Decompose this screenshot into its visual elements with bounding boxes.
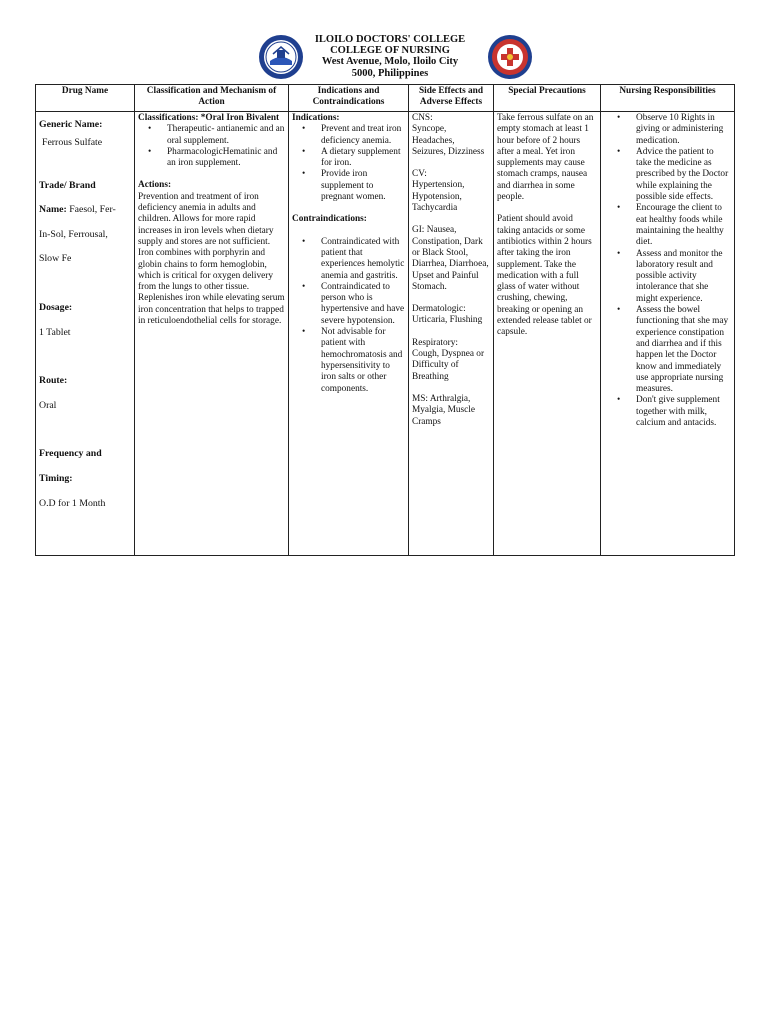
- drug-study-table: [35, 84, 735, 556]
- header-text: [300, 34, 480, 79]
- side-effect-group: [412, 304, 490, 327]
- trade-name-value-1: Faesol, Fer-: [69, 204, 116, 216]
- precautions-cell: [494, 112, 601, 556]
- list-item: • A dietary supplement for iron.: [321, 147, 405, 170]
- school-name: COLLEGE OF NURSING: [330, 45, 450, 57]
- contraindications-list: [292, 237, 405, 395]
- side-effect-label: Dermatologic:: [412, 304, 466, 315]
- list-item: • Assess and monitor the laboratory result and possible activity intolerance that she might experience.: [636, 249, 731, 305]
- column-header-nursing: Nursing Responsibilities: [601, 85, 735, 112]
- side-effect-label: GI:: [412, 225, 425, 236]
- list-item: • Observe 10 Rights in giving or administering medication.: [636, 113, 731, 147]
- list-item: • Contraindicated to person who is hypertensive and have severe hypotension.: [321, 282, 405, 327]
- side-effect-text: Nausea, Constipation, Dark or Black Stool, Diarrhea, Diarrhoea, Upset and Painful Stomach.: [412, 225, 489, 292]
- side-effect-text: Urticaria, Flushing: [412, 315, 483, 326]
- college-name: ILOILO DOCTORS' COLLEGE: [314, 34, 466, 45]
- route-value: Oral: [39, 399, 57, 411]
- trade-name-label-2: Name:: [39, 204, 67, 216]
- list-item: • PharmacologicHematinic and an iron supplement.: [167, 147, 285, 170]
- trade-name-value-3: Slow Fe: [39, 253, 72, 265]
- route-label: Route:: [39, 375, 68, 387]
- address-line: West Avenue, Molo, Iloilo City: [321, 56, 459, 68]
- side-effect-group: [412, 394, 490, 428]
- precaution-paragraph: Patient should avoid taking antacids or some antibiotics within 2 hours after taking the iron supplement. Take the medication with a full glass of water without crushing, chewing, breaking or opening an extended release tablet or capsule.: [497, 214, 592, 338]
- classification-label: Classifications: *Oral Iron Bivalent: [138, 113, 280, 123]
- drug-name-cell: [36, 112, 135, 556]
- list-item: • Encourage the client to eat healthy foods while maintaining the healthy diet.: [636, 203, 731, 248]
- side-effect-text: Arthralgia, Myalgia, Muscle Cramps: [412, 393, 475, 427]
- document-header: [0, 34, 768, 86]
- generic-name-label: Generic Name:: [39, 119, 103, 130]
- list-item: • Advice the patient to take the medicine as prescribed by the Doctor while explaining the possible side effects.: [636, 147, 731, 203]
- frequency-label: Frequency and: [39, 448, 102, 460]
- actions-text: Prevention and treatment of iron deficiency anemia in adults and children. Allows for more rapid increases in iron levels when dietary supply and stores are not sufficient. Iron combines with porphyrin and globin chains to form hemoglobin, which is critical for oxygen delivery from the lungs to other tissue. Replenishes iron while elevating serum iron concentration that helps to trapped in reticuloendothelial cells for storage.: [138, 191, 285, 327]
- nursing-list: [604, 113, 731, 429]
- side-effect-label: CNS:: [412, 113, 433, 123]
- nursing-seal-icon: [487, 34, 533, 80]
- trade-name-label: Trade/ Brand: [39, 179, 96, 191]
- side-effect-group: [412, 338, 490, 383]
- college-seal-icon: [258, 34, 304, 80]
- column-header-classification: Classification and Mechanism of Action: [135, 85, 289, 112]
- precaution-paragraph: Take ferrous sulfate on an empty stomach at least 1 hour before of 2 hours after a meal. Yet iron supplements may cause stomach cramps, nausea and diarrhea in some people.: [497, 113, 594, 203]
- table-row: [36, 112, 735, 556]
- dosage-label: Dosage:: [39, 301, 73, 313]
- column-header-drug-name: Drug Name: [36, 85, 135, 112]
- side-effect-group: [412, 169, 490, 214]
- side-effect-label: MS:: [412, 393, 429, 404]
- side-effect-text: Hypertension, Hypotension, Tachycardia: [412, 180, 465, 214]
- side-effect-label: CV:: [412, 169, 427, 180]
- side-effect-group: [412, 113, 490, 158]
- side-effect-text: Syncope, Headaches, Seizures, Dizziness: [412, 124, 485, 157]
- dosage-value: 1 Tablet: [39, 326, 71, 338]
- generic-name-value: Ferrous Sulfate: [42, 136, 103, 148]
- list-item: • Contraindicated with patient that experiences hemolytic anemia and gastritis.: [321, 237, 405, 282]
- list-item: • Provide iron supplement to pregnant women.: [321, 169, 405, 203]
- contraindications-label: Contraindications:: [292, 214, 367, 225]
- column-header-precautions: Special Precautions: [494, 85, 601, 112]
- column-header-side-effects: Side Effects and Adverse Effects: [409, 85, 494, 112]
- side-effect-group: [412, 225, 490, 293]
- classification-list: [138, 124, 285, 169]
- column-header-indications: Indications and Contraindications: [289, 85, 409, 112]
- side-effect-label: Respiratory:: [412, 337, 458, 348]
- trade-name-value-2: In-Sol, Ferrousal,: [39, 228, 108, 240]
- frequency-value: O.D for 1 Month: [39, 497, 106, 509]
- indications-cell: [289, 112, 409, 556]
- side-effects-cell: [409, 112, 494, 556]
- list-item: • Prevent and treat iron deficiency anemia.: [321, 124, 405, 147]
- frequency-label-2: Timing:: [39, 472, 73, 484]
- actions-label: Actions:: [138, 180, 172, 191]
- list-item: • Assess the bowel functioning that she may experience constipation and diarrhea and if this happen let the Doctor know and immediately use appropriate nursing measures.: [636, 305, 731, 395]
- nursing-cell: [601, 112, 735, 556]
- classification-cell: [135, 112, 289, 556]
- side-effect-text: Cough, Dyspnea or Difficulty of Breathing: [412, 349, 485, 382]
- table-header-row: [36, 85, 735, 112]
- indications-label: Indications:: [292, 113, 340, 123]
- list-item: • Therapeutic- antianemic and an oral supplement.: [167, 124, 285, 147]
- indications-list: [292, 124, 405, 203]
- postal-line: 5000, Philippines: [351, 67, 429, 79]
- list-item: • Don't give supplement together with milk, calcium and antacids.: [636, 395, 731, 429]
- list-item: • Not advisable for patient with hemochromatosis and hypersensitivity to iron salts or other components.: [321, 327, 405, 395]
